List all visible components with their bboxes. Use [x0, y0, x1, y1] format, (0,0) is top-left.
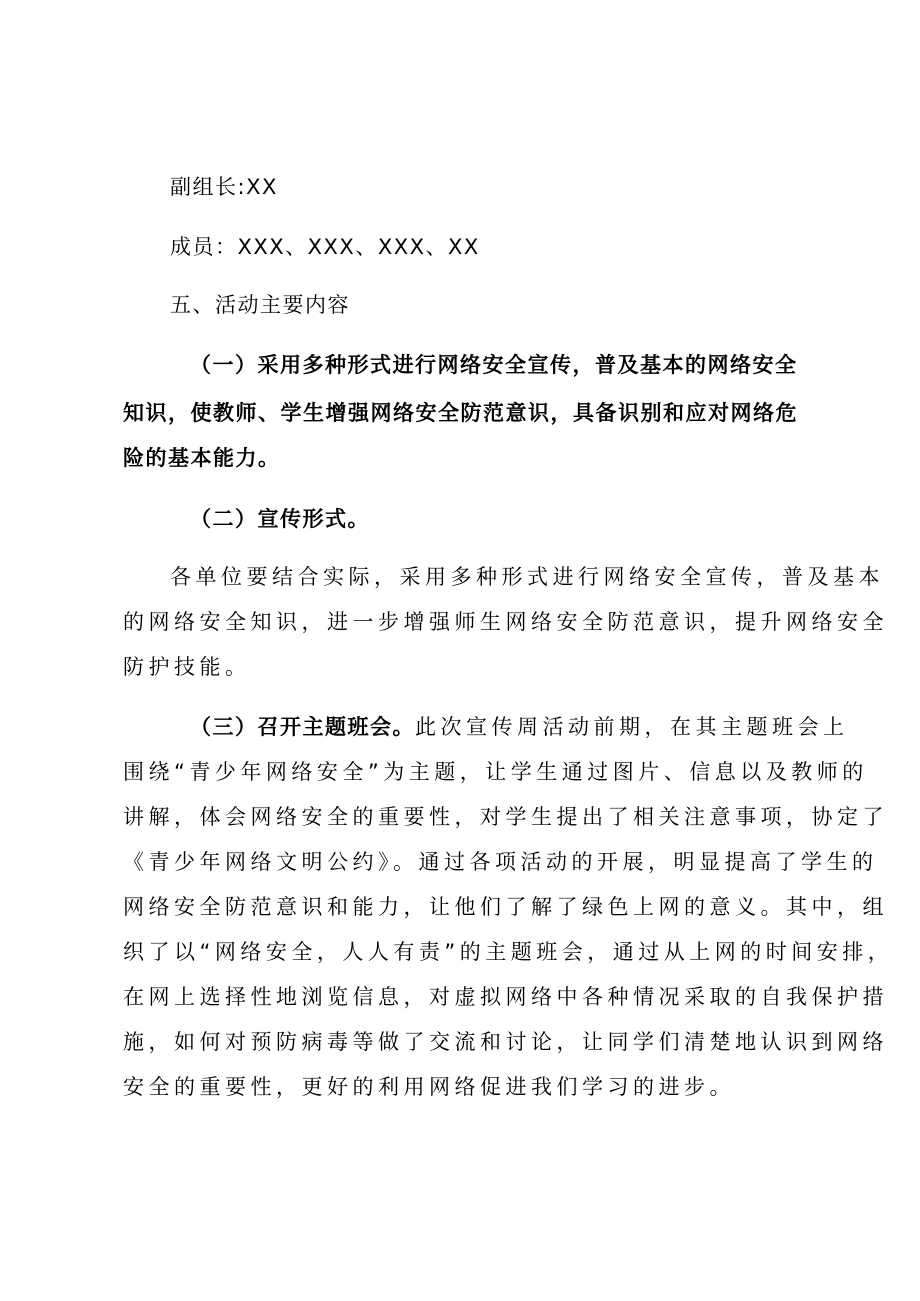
- item-three-body-line: 围绕“青少年网络安全”为主题，让学生通过图片、信息以及教师的: [123, 760, 868, 784]
- item-three-body-line: 在网上选择性地浏览信息，对虚拟网络中各种情况采取的自我保护措: [123, 985, 888, 1009]
- item-two-heading: （二）宣传形式。: [190, 507, 370, 531]
- item-one-line: （一）采用多种形式进行网络安全宣传，普及基本的网络安全: [190, 353, 798, 377]
- item-one-line: 知识，使教师、学生增强网络安全防范意识，具备识别和应对网络危: [123, 401, 798, 425]
- item-three-body-line: 织了以“网络安全，人人有责”的主题班会，通过从上网的时间安排，: [123, 940, 894, 964]
- item-three-body-line: 施，如何对预防病毒等做了交流和讨论，让同学们清楚地认识到网络: [123, 1030, 888, 1054]
- item-two-body-line: 各单位要结合实际，采用多种形式进行网络安全宣传，普及基本: [170, 565, 884, 589]
- item-three-first-line: [190, 712, 849, 742]
- item-three-body-line: 《青少年网络文明公约》。通过各项活动的开展，明显提高了学生的: [123, 850, 878, 874]
- item-two-body-line: 防护技能。: [123, 655, 251, 679]
- item-one-line: 险的基本能力。: [123, 446, 281, 470]
- deputy-leader-line: 副组长:XX: [170, 175, 278, 199]
- item-three-body-line: 网络安全防范意识和能力，让他们了解了绿色上网的意义。其中，组: [123, 895, 888, 919]
- item-three-body-line: 讲解，体会网络安全的重要性，对学生提出了相关注意事项，协定了: [123, 805, 888, 829]
- section-heading: 五、活动主要内容: [170, 293, 350, 317]
- item-two-body-line: 的网络安全知识，进一步增强师生网络安全防范意识，提升网络安全: [123, 610, 888, 634]
- item-three-body-line: 此次宣传周活动前期，在其主题班会上: [415, 715, 849, 739]
- members-line: 成员：XXX、XXX、XXX、XX: [170, 235, 480, 259]
- item-three-heading: （三）召开主题班会。: [190, 715, 415, 739]
- item-three-body-line: 安全的重要性，更好的利用网络促进我们学习的进步。: [123, 1075, 735, 1099]
